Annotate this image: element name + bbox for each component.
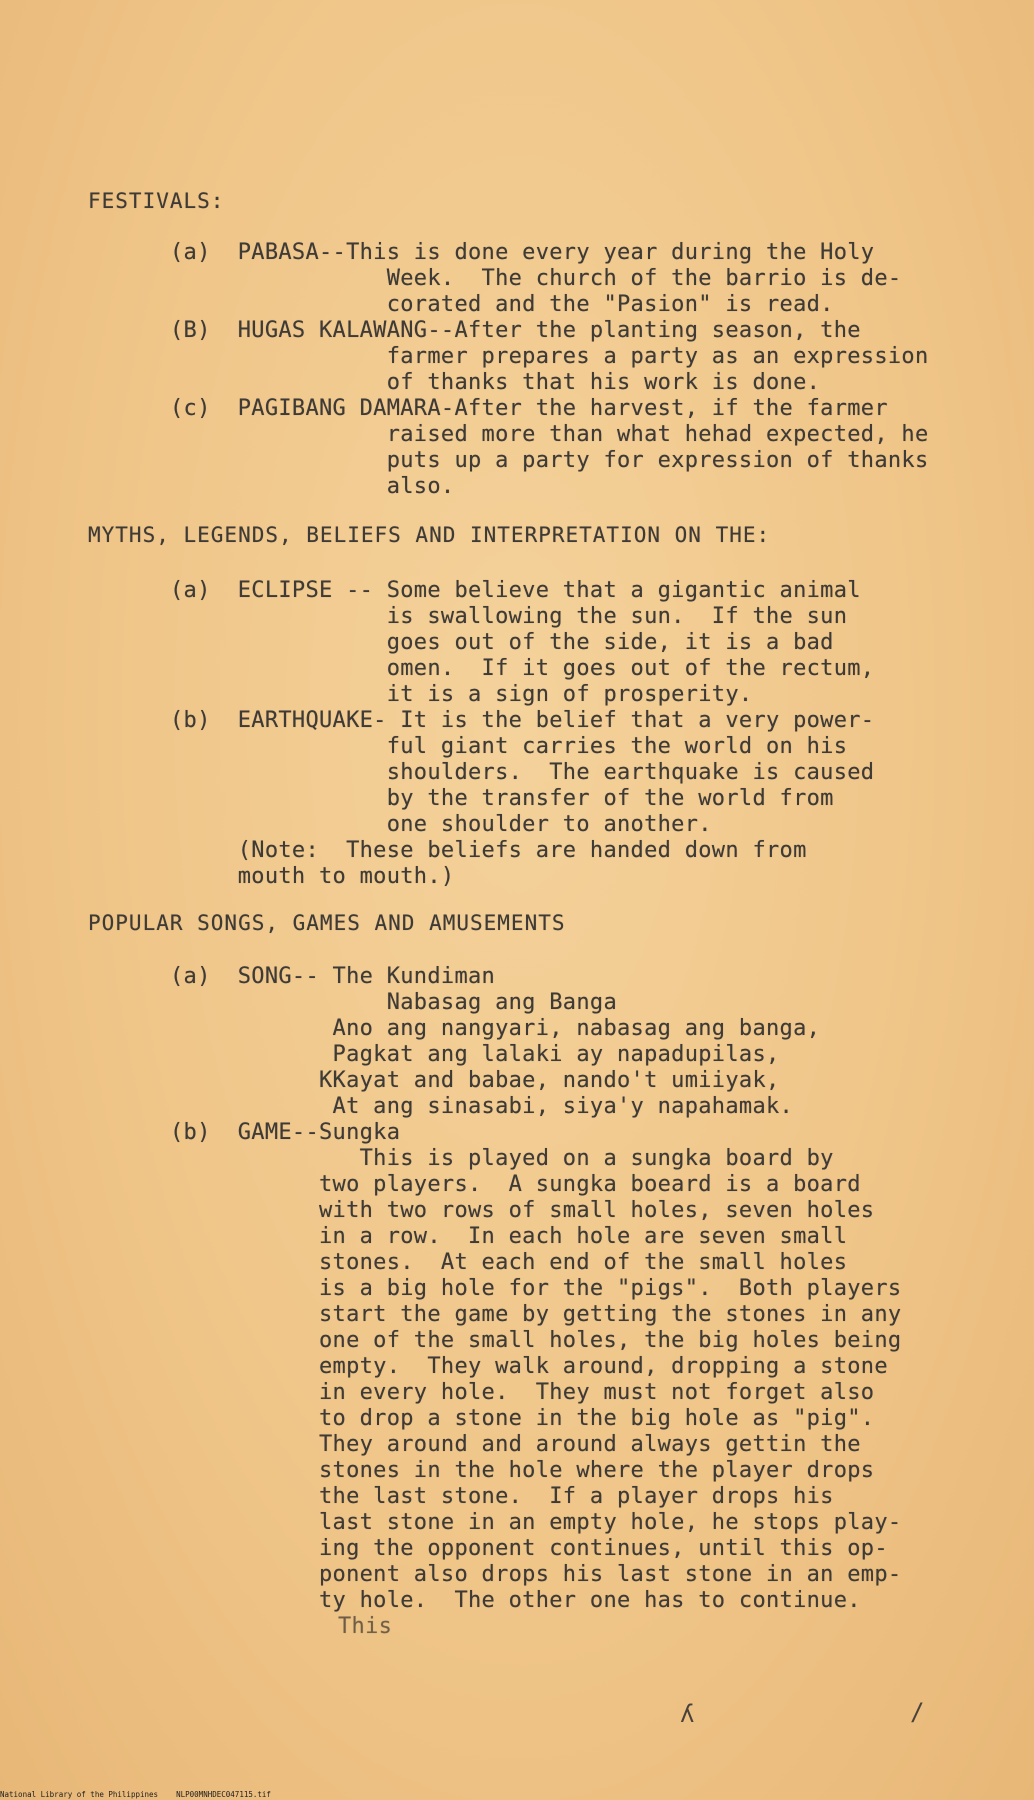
game-line: to drop a stone in the big hole as "pig". <box>170 1406 875 1431</box>
game-line: the last stone. If a player drops his <box>170 1484 834 1509</box>
game-line: ponent also drops his last stone in an emp- <box>170 1562 902 1587</box>
game-line: ty hole. The other one has to continue. <box>170 1588 861 1613</box>
festivals-line: Week. The church of the barrio is de- <box>170 266 902 291</box>
festivals-line: also. <box>170 474 455 499</box>
myths-line: ful giant carries the world on his <box>170 734 848 759</box>
game-line: stones in the hole where the player drops <box>170 1458 875 1483</box>
game-line: last stone in an empty hole, he stops play- <box>170 1510 902 1535</box>
game-line: This is played on a sungka board by <box>170 1146 834 1171</box>
song-line: (a) SONG-- The Kundiman <box>170 964 496 989</box>
game-line: in a row. In each hole are seven small <box>170 1224 848 1249</box>
game-line: They around and around always gettin the <box>170 1432 861 1457</box>
game-line: stones. At each end of the small holes <box>170 1250 848 1275</box>
festivals-line: (a) PABASA--This is done every year during the Holy <box>170 240 875 265</box>
game-line: in every hole. They must not forget also <box>170 1380 875 1405</box>
myths-line: (Note: These beliefs are handed down from <box>170 838 807 863</box>
festivals-line: of thanks that his work is done. <box>170 370 821 395</box>
myths-heading: MYTHS, LEGENDS, BELIEFS AND INTERPRETATION ON THE: <box>88 523 771 547</box>
myths-line: (b) EARTHQUAKE- It is the belief that a very power- <box>170 708 875 733</box>
song-line: Ano ang nangyari, nabasag ang banga, <box>170 1016 821 1041</box>
festivals-line: farmer prepares a party as an expression <box>170 344 929 369</box>
game-line: with two rows of small holes, seven holes <box>170 1198 875 1223</box>
pencil-tick-icon: / <box>910 1698 925 1726</box>
festivals-line: (B) HUGAS KALAWANG--After the planting season, the <box>170 318 861 343</box>
pencil-mark-icon: ʎ <box>680 1700 695 1728</box>
game-line: two players. A sungka boeard is a board <box>170 1172 861 1197</box>
myths-line: one shoulder to another. <box>170 812 712 837</box>
festivals-line: raised more than what hehad expected, he <box>170 422 929 447</box>
game-line: empty. They walk around, dropping a stone <box>170 1354 888 1379</box>
game-line: ing the opponent continues, until this op- <box>170 1536 888 1561</box>
game-line: one of the small holes, the big holes being <box>170 1328 902 1353</box>
song-line: (b) GAME--Sungka <box>170 1120 401 1145</box>
song-line: Pagkat ang lalaki ay napadupilas, <box>170 1042 780 1067</box>
song-line: Nabasag ang Banga <box>170 990 617 1015</box>
songs-heading: POPULAR SONGS, GAMES AND AMUSEMENTS <box>88 911 566 935</box>
song-line: KKayat and babae, nando't umiiyak, <box>170 1068 780 1093</box>
carryover-word: This <box>338 1614 393 1639</box>
song-line: At ang sinasabi, siya'y napahamak. <box>170 1094 794 1119</box>
myths-line: goes out of the side, it is a bad <box>170 630 834 655</box>
myths-line: by the transfer of the world from <box>170 786 834 811</box>
myths-line: it is a sign of prosperity. <box>170 682 753 707</box>
festivals-heading: FESTIVALS: <box>88 189 225 213</box>
festivals-line: puts up a party for expression of thanks <box>170 448 929 473</box>
scan-footer: National Library of the Philippines NLP00MNHDEC047115.tif <box>0 1790 271 1799</box>
game-line: start the game by getting the stones in any <box>170 1302 902 1327</box>
myths-line: is swallowing the sun. If the sun <box>170 604 848 629</box>
myths-line: shoulders. The earthquake is caused <box>170 760 875 785</box>
festivals-line: corated and the "Pasion" is read. <box>170 292 834 317</box>
myths-line: (a) ECLIPSE -- Some believe that a gigantic animal <box>170 578 861 603</box>
game-line: is a big hole for the "pigs". Both players <box>170 1276 902 1301</box>
festivals-line: (c) PAGIBANG DAMARA-After the harvest, if the farmer <box>170 396 888 421</box>
myths-line: omen. If it goes out of the rectum, <box>170 656 875 681</box>
myths-line: mouth to mouth.) <box>170 864 455 889</box>
